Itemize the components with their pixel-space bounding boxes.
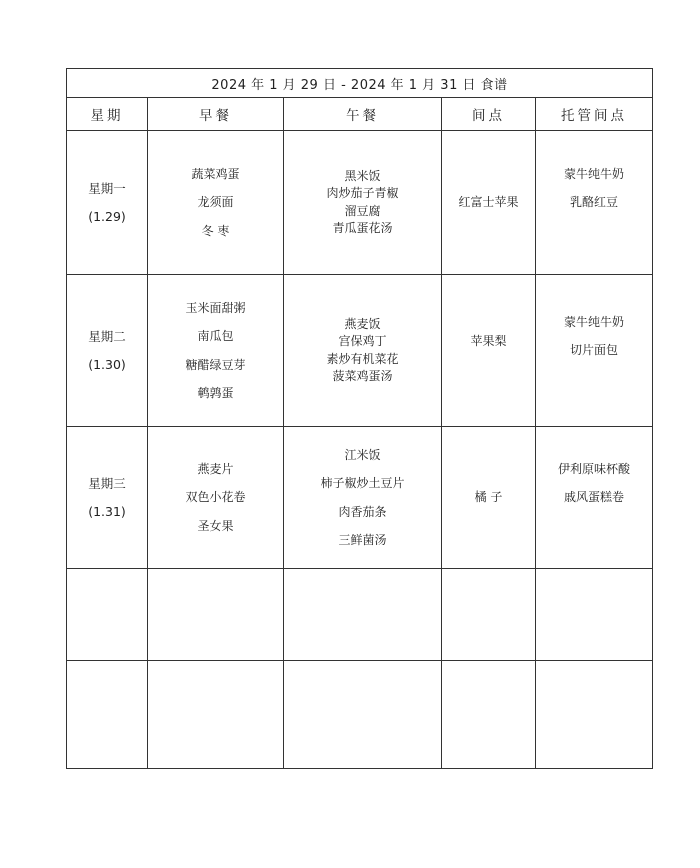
menu-item: 橘 子: [474, 489, 503, 504]
menu-item: 素炒有机菜花: [326, 351, 399, 366]
day-date: (1.31): [88, 503, 126, 519]
menu-item: 菠菜鸡蛋汤: [332, 368, 393, 383]
day-cell: [67, 275, 148, 427]
snack-cell: [442, 427, 536, 569]
day-cell: [67, 427, 148, 569]
care-snack-cell: [536, 427, 653, 569]
menu-item: 戚风蛋糕卷: [564, 490, 625, 505]
day-name: 星期一: [88, 181, 126, 196]
breakfast-cell: [148, 275, 284, 427]
day-date: (1.30): [88, 356, 126, 372]
menu-item: 三鲜菌汤: [338, 532, 387, 547]
empty-cell: [284, 569, 442, 661]
menu-item: 溜豆腐: [344, 203, 381, 218]
snack-cell: [442, 131, 536, 275]
menu-item: 燕麦片: [197, 462, 234, 477]
menu-item: 青瓜蛋花汤: [332, 220, 393, 235]
menu-item: 蒙牛纯牛奶: [564, 167, 625, 182]
breakfast-cell: [148, 427, 284, 569]
table-row: [67, 131, 653, 275]
menu-item: 冬 枣: [201, 223, 230, 238]
day-cell: [67, 131, 148, 275]
empty-cell: [67, 569, 148, 661]
menu-item: 南瓜包: [197, 329, 234, 344]
menu-item: 切片面包: [570, 343, 619, 358]
menu-item: 鹌鹑蛋: [197, 385, 234, 400]
snack-cell: [442, 275, 536, 427]
day-date: (1.29): [88, 208, 126, 224]
lunch-cell: [284, 275, 442, 427]
header-lunch: 午餐: [284, 98, 442, 131]
menu-item: 糖醋绿豆芽: [185, 357, 246, 372]
menu-table: [66, 68, 653, 769]
menu-item: 圣女果: [197, 518, 234, 533]
menu-item: 龙须面: [197, 195, 234, 210]
menu-item: 双色小花卷: [185, 490, 246, 505]
menu-item: 肉香茄条: [338, 504, 387, 519]
table-row-empty: [67, 661, 653, 769]
empty-cell: [148, 661, 284, 769]
header-care-snack: 托管间点: [536, 98, 653, 131]
empty-cell: [536, 661, 653, 769]
menu-item: 宫保鸡丁: [338, 334, 387, 349]
day-name: 星期二: [88, 329, 126, 344]
menu-item: 伊利原味杯酸: [558, 462, 631, 477]
care-snack-cell: [536, 131, 653, 275]
menu-item: 红富士苹果: [458, 194, 519, 209]
header-weekday: 星期: [67, 98, 148, 131]
menu-title: 2024 年 1 月 29 日 - 2024 年 1 月 31 日 食谱: [67, 69, 653, 98]
menu-item: 蔬菜鸡蛋: [191, 167, 240, 182]
lunch-cell: [284, 427, 442, 569]
table-row-empty: [67, 569, 653, 661]
day-name: 星期三: [88, 476, 126, 491]
breakfast-cell: [148, 131, 284, 275]
empty-cell: [442, 569, 536, 661]
menu-item: 黑米饭: [344, 168, 381, 183]
menu-item: 苹果梨: [470, 334, 507, 349]
menu-item: 江米饭: [344, 448, 381, 463]
empty-cell: [536, 569, 653, 661]
care-snack-cell: [536, 275, 653, 427]
menu-item: 肉炒茄子青椒: [326, 186, 399, 201]
menu-item: 柿子椒炒土豆片: [320, 476, 405, 491]
menu-item: 玉米面甜粥: [185, 301, 246, 316]
menu-item: 燕麦饭: [344, 316, 381, 331]
menu-item: 乳酪红豆: [570, 195, 619, 210]
empty-cell: [148, 569, 284, 661]
empty-cell: [67, 661, 148, 769]
header-snack: 间点: [442, 98, 536, 131]
menu-item: 蒙牛纯牛奶: [564, 315, 625, 330]
lunch-cell: [284, 131, 442, 275]
empty-cell: [442, 661, 536, 769]
empty-cell: [284, 661, 442, 769]
header-breakfast: 早餐: [148, 98, 284, 131]
table-row: [67, 275, 653, 427]
table-row: [67, 427, 653, 569]
